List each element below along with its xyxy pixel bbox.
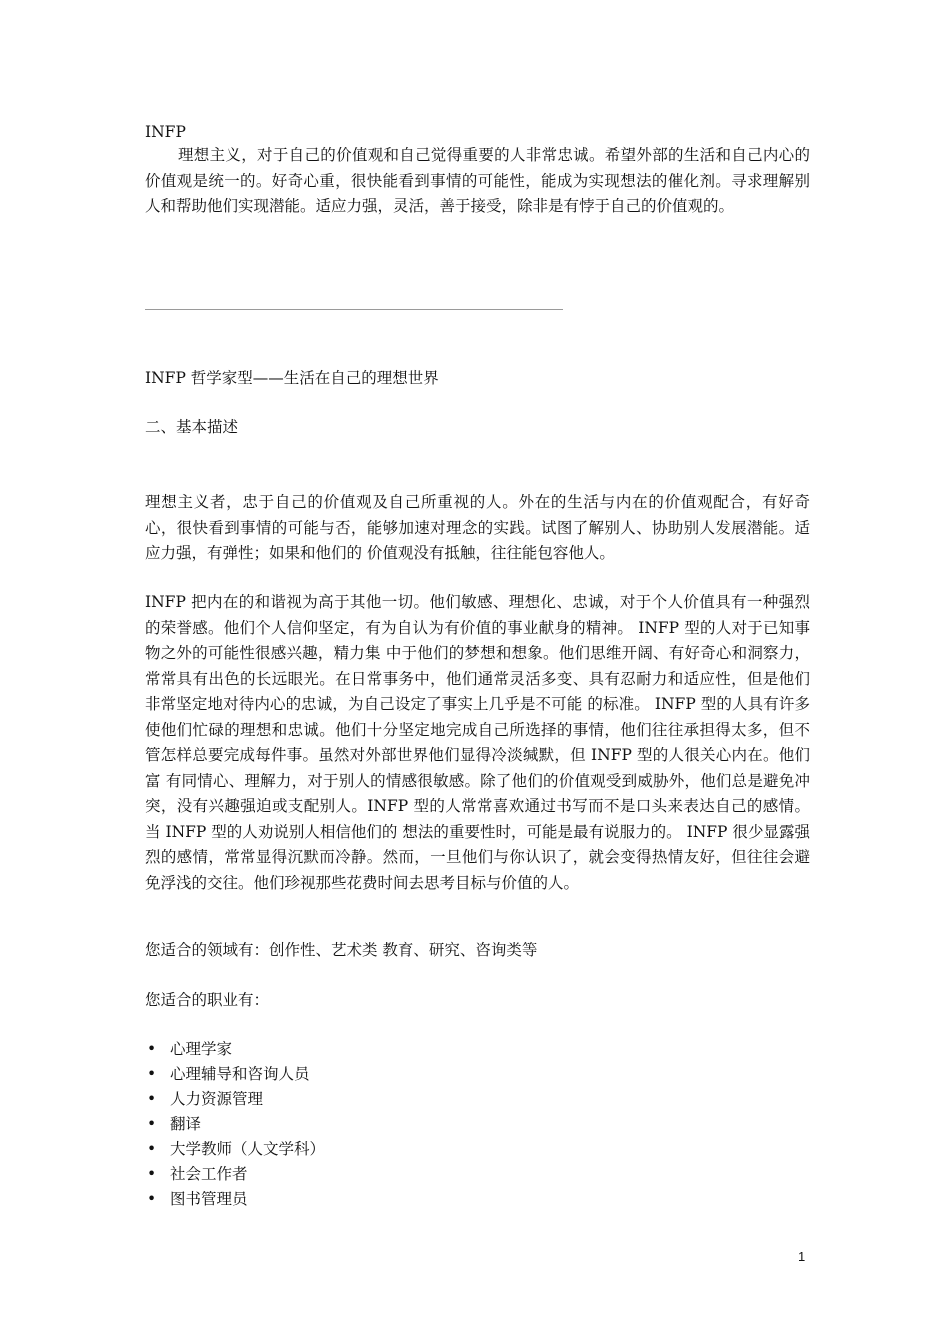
bullet-icon: •	[147, 1140, 157, 1158]
list-item	[145, 1087, 325, 1112]
career-item: 社会工作者	[170, 1165, 248, 1183]
bullet-icon: •	[147, 1190, 157, 1208]
career-item: 大学教师（人文学科）	[170, 1140, 326, 1158]
intro-paragraph: 理想主义，对于自己的价值观和自己觉得重要的人非常忠诚。希望外部的生活和自己内心的价值观是统一的。好奇心重，很快能看到事情的可能性，能成为实现想法的催化剂。寻求理解别人和帮助他们实现潜能。适应力强，灵活，善于接受，除非是有悖于自己的价值观的。	[145, 146, 810, 215]
careers-label: 您适合的职业有：	[145, 991, 270, 1009]
list-item	[145, 1037, 325, 1062]
description-paragraph-1: 理想主义者，忠于自己的价值观及自己所重视的人。外在的生活与内在的价值观配合，有好奇心，很快看到事情的可能与否，能够加速对理念的实践。试图了解别人、协助别人发展潜能。适应力强，有弹性；如果和他们的 价值观没有抵触，往往能包容他人。	[145, 493, 810, 562]
list-item	[145, 1187, 325, 1212]
list-item	[145, 1062, 325, 1087]
bullet-icon: •	[147, 1065, 157, 1083]
list-item	[145, 1112, 325, 1137]
bullet-icon: •	[147, 1115, 157, 1133]
careers-list	[145, 1037, 325, 1212]
bullet-icon: •	[147, 1040, 157, 1058]
list-item	[145, 1137, 325, 1162]
career-item: 心理学家	[170, 1040, 233, 1058]
section-title: 二、基本描述	[145, 418, 239, 436]
document-title: INFP	[145, 123, 186, 141]
career-item: 心理辅导和咨询人员	[170, 1065, 310, 1083]
bullet-icon: •	[147, 1165, 157, 1183]
page-number: 1	[798, 1249, 806, 1264]
bullet-icon: •	[147, 1090, 157, 1108]
list-item	[145, 1162, 325, 1187]
horizontal-divider	[145, 309, 563, 310]
section-heading: INFP 哲学家型——生活在自己的理想世界	[145, 369, 439, 387]
description-paragraph-2: INFP 把内在的和谐视为高于其他一切。他们敏感、理想化、忠诚，对于个人价值具有一种强烈的荣誉感。他们个人信仰坚定，有为自认为有价值的事业献身的精神。 INFP 型的人对于已知事物之外的可能性很感兴趣，精力集 中于他们的梦想和想象。他们思维开阔、有好奇心和洞察力，常常具有出色的长远眼光。在日常事务中，他们通常灵活多变、具有忍耐力和适应性，但是他们非常坚定地对待内心的忠诚，为自己设定了事实上几乎是不可能 的标准。 INFP 型的人具有许多使他们忙碌的理想和忠诚。他们十分坚定地完成自己所选择的事情，他们往往承担得太多，但不管怎样总要完成每件事。虽然对外部世界他们显得冷淡缄默，但 INFP 型的人很关心内在。他们富 有同情心、理解力，对于别人的情感很敏感。除了他们的价值观受到威胁外，他们总是避免冲突，没有兴趣强迫或支配别人。INFP 型的人常常喜欢通过书写而不是口头来表达自己的感情。当 INFP 型的人劝说别人相信他们的 想法的重要性时，可能是最有说服力的。 INFP 很少显露强烈的感情，常常显得沉默而冷静。然而，一旦他们与你认识了，就会变得热情友好，但往往会避免浮浅的交往。他们珍视那些花费时间去思考目标与价值的人。	[145, 593, 810, 892]
career-item: 人力资源管理	[170, 1090, 264, 1108]
career-item: 翻译	[170, 1115, 202, 1133]
career-item: 图书管理员	[170, 1190, 248, 1208]
suitable-fields: 您适合的领域有：创作性、艺术类 教育、研究、咨询类等	[145, 941, 538, 959]
